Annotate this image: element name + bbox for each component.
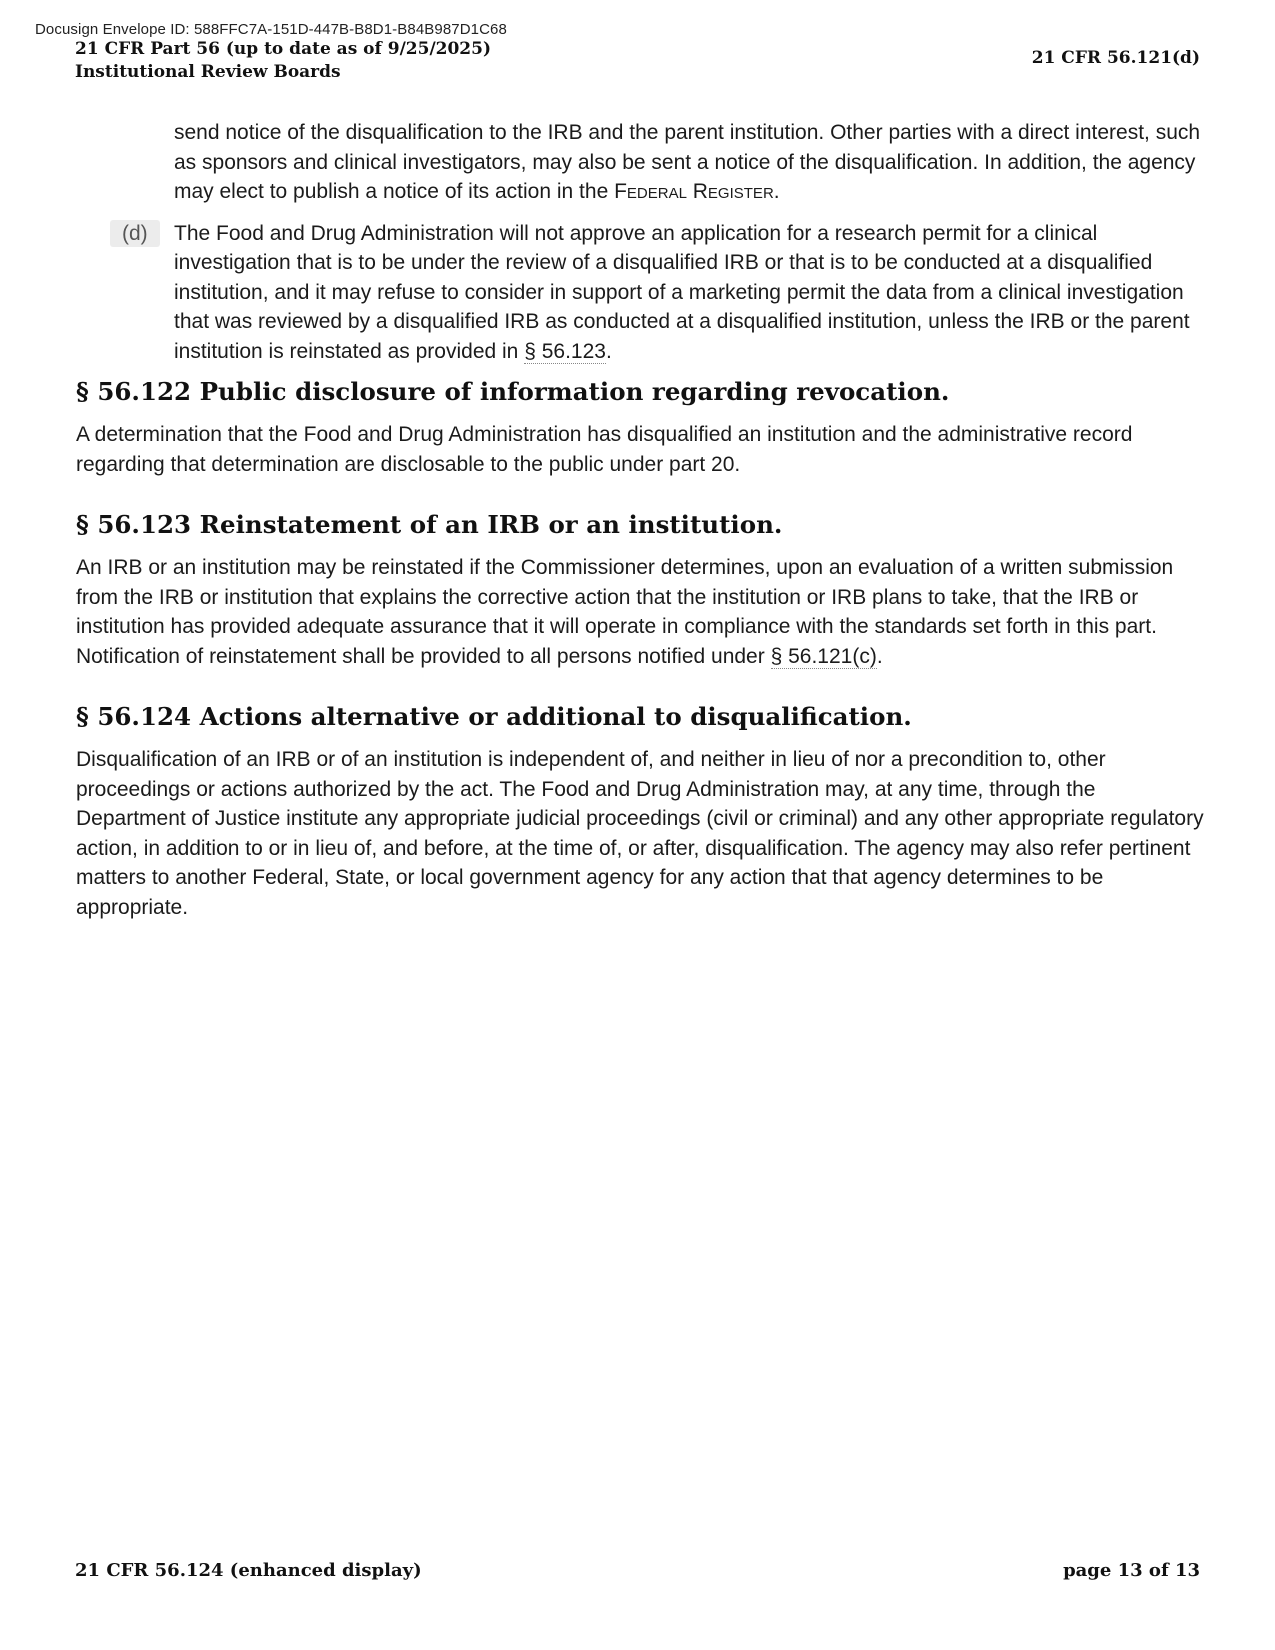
- section-56-123-heading: § 56.123 Reinstatement of an IRB or an institution.: [76, 510, 783, 539]
- link-56-121-c[interactable]: § 56.121(c): [770, 644, 877, 668]
- paragraph-d: [122, 219, 1206, 367]
- section-56-124-body: Disqualification of an IRB or of an institution is independent of, and neither in lieu of nor a precondition to, other proceedings or actions authorized by the act. The Food and Drug Administration may, at any time, through the Department of Justice institute any appropriate judicial proceedings (civil or criminal) and any other appropriate regulatory action, in addition to or in lieu of, and before, at the time of, or after, disqualification. The agency may also refer pertinent matters to another Federal, State, or local government agency for any action that that agency determines to be appropriate.: [76, 748, 1204, 919]
- paragraph-d-end: .: [605, 339, 612, 363]
- header-title-line1: 21 CFR Part 56 (up to date as of 9/25/2025): [75, 39, 492, 59]
- federal-register-text: Federal Register: [614, 180, 774, 203]
- continuation-text: send notice of the disqualification to the IRB and the parent institution. Other parties with a direct interest, such as sponsors and clinical investigators, may also be sent a notice of the disqualification. In addition, the agency may elect to publish a notice of its action in the: [174, 121, 1201, 203]
- footer-page-number: page 13 of 13: [1063, 1560, 1200, 1581]
- section-56-122-body: A determination that the Food and Drug Administration has disqualified an institution and the administrative record regarding that determination are disclosable to the public under part 20.: [76, 423, 1133, 476]
- document-body: [76, 118, 1206, 922]
- header-citation: 21 CFR 56.121(d): [1031, 48, 1200, 68]
- section-56-124-heading: § 56.124 Actions alternative or additional to disqualification.: [76, 702, 912, 731]
- section-56-122-heading: § 56.122 Public disclosure of information regarding revocation.: [76, 377, 950, 406]
- page-header-title: [75, 38, 491, 84]
- footer-citation: 21 CFR 56.124 (enhanced display): [75, 1560, 422, 1581]
- section-56-123-text: An IRB or an institution may be reinstated if the Commissioner determines, upon an evaluation of a written submission from the IRB or institution that explains the corrective action that the institution or IRB plans to take, that the IRB or institution has provided adequate assurance that it will operate in compliance with the standards set forth in this part. Notification of reinstatement shall be provided to all persons notified under: [76, 556, 1174, 668]
- continuation-paragraph: [174, 118, 1206, 207]
- paragraph-d-text: The Food and Drug Administration will not approve an application for a research permit for a clinical investigation that is to be under the review of a disqualified IRB or that is to be conducted at a disqualified institution, and it may refuse to consider in support of a marketing permit the data from a clinical investigation that was reviewed by a disqualified IRB as conducted at a disqualified institution, unless the IRB or the parent institution is reinstated as provided in: [174, 221, 1190, 363]
- section-56-123-end: .: [876, 644, 883, 668]
- section-56-123-body: [76, 553, 1206, 671]
- header-title-line2: Institutional Review Boards: [75, 62, 341, 82]
- link-56-123[interactable]: § 56.123: [524, 339, 606, 363]
- docusign-envelope-id: Docusign Envelope ID: 588FFC7A-151D-447B-B8D1-B84B987D1C68: [35, 21, 507, 38]
- continuation-end: .: [773, 180, 780, 203]
- paragraph-d-label: (d): [110, 220, 160, 247]
